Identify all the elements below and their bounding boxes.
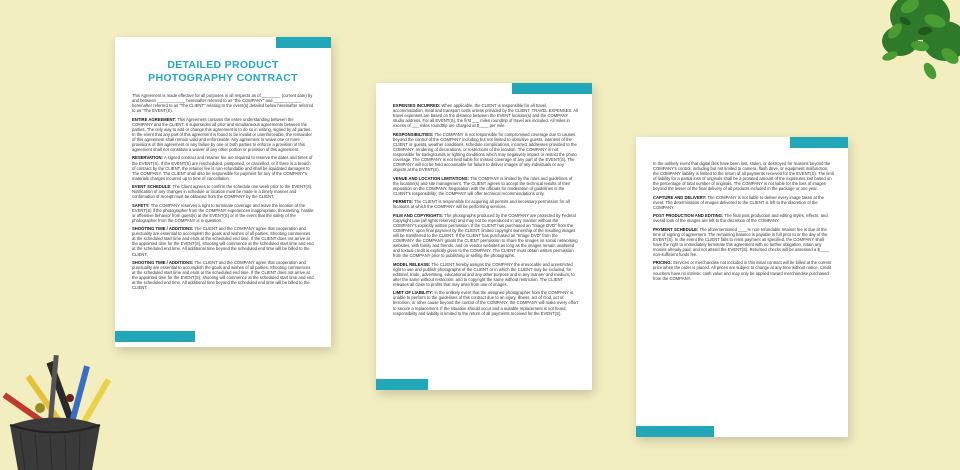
section-body: The Client agrees to confirm the schedule one week prior to the EVENT(S). Notification of any changes in schedule or location must be made in a timely manner and confirmation of receipt must be obtained from the COMPANY by the CLIENT.: [132, 184, 313, 200]
page-3-body: [653, 161, 834, 284]
intro-paragraph: In the unlikely event that digital files have been lost, stolen, or destroyed for reasons beyond the COMPANY's control, including but not limited to camera, flash drive, or equipment malfunction, the COMPANY liability is limited to the return of all payments received for the EVENT(S). The limit of liability for a partial loss of originals shall be a prorated amount of the exposures lost based on the percentage of total number of originals. The COMPANY is not liable for the loss of images beyond the lesser of the final delivery of all products included in the package or one year.: [653, 161, 834, 192]
section-heading: SAFETY:: [132, 202, 150, 208]
intro-paragraph: This Agreement is made effective for all purposes in all respects as of ________ (current date) by and between ____________ hereinafter referred to as "the COMPANY" and ____________ hereinafter referred to as "The CLIENT" relating to the event(s) detailed below hereinafter referred to as "The EVENT(S).: [132, 93, 314, 114]
document-page-2: [376, 83, 592, 390]
section-heading: LIMIT OF LIABILITY:: [393, 290, 434, 296]
section-body: The CLIENT and the COMPANY agree that cooperation and punctuality are essential to accomplish the goals and wishes of all parties. Shooting commences at the scheduled start time and ends at the scheduled end time. If the CLIENT does not arrive at the appointed time for the EVENT(S), shooting will commence at the scheduled start time and end at the scheduled end time. All additional time beyond the scheduled end time will be billed to the CLIENT.: [132, 259, 314, 291]
title-line-1: DETAILED PRODUCT: [167, 59, 279, 71]
section-heading: PAYMENT SCHEDULE:: [653, 226, 699, 232]
section: [132, 117, 314, 153]
accent-bar-bottom: [636, 426, 714, 437]
section-body: The aforementioned ____% non-refundable retainer fee is due at the time of signing of agreement. The remaining balance is payable in full prior to or the day of the EVENT(S). In the event the CLIENT fails to remit payment as specified, the COMPANY shall have the right to immediately terminate this agreement with no further obligation, retain any monies already paid, and not attend the EVENT(S). Returned checks will be assessed a $____ non-sufficient funds fee.: [653, 226, 829, 258]
accent-bar-top: [790, 137, 848, 148]
section-body: A signed contract and retainer fee are required to reserve the dates and times of the EVENT(S). If the EVENT(S) are rescheduled, postponed, or cancelled, or if there is a breach of contract by the CLIENT, the retainer fee is non-refundable and shall be liquidated damages to The COMPANY. The CLIENT shall also be responsible for payment for any of the COMPANY's materials charges incurred up to time of cancellation.: [132, 155, 313, 181]
section-body: The COMPANY is not responsible for compromised coverage due to causes beyond the control of the COMPANY including but not limited to obtrusive guests, lateness of the CLIENT or guests, weather conditions, schedule complications, incorrect addresses provided to the COMPANY, rendering of decorations, or restrictions of the location. The COMPANY is not responsible for backgrounds or lighting conditions which may negatively impact or restrict the photo coverage. The COMPANY is not held liable for missed coverage of any part of the EVENT(S). The COMPANY will not be held accountable for failure to deliver images of any individuals or any objects at the EVENT(S).: [393, 131, 577, 173]
plant-decoration: [850, 0, 960, 96]
section-heading: RESERVATION:: [132, 155, 163, 161]
section: [393, 176, 578, 196]
accent-bar-top: [512, 83, 592, 94]
section-heading: PRICING:: [653, 260, 672, 266]
section: [132, 155, 314, 180]
section-heading: CAPTURE AND DELIVERY:: [653, 194, 707, 200]
section-body: The COMPANY is limited by the rules and guidelines of the location(s) and site management. The CLIENT agrees to accept the technical results of their imposition on the COMPANY. Negotiation with the officials for moderation of guidelines is the CLIENT's responsibility; the COMPANY will offer technical recommendations only.: [393, 175, 573, 196]
section: [132, 260, 314, 291]
section-body: This Agreement contains the entire understanding between the COMPANY and the CLIENT. It supersedes all prior and simultaneous agreements between the parties. The only way to add or change this agreement is to do so in writing, signed by all parties. In the event that any part of this agreement is found to be invalid or unenforceable, the remainder of this agreement shall remain valid and enforceable. Any agreement to waive one or more provisions of this agreement or any failure by one or both parties to enforce a provision of this agreement shall not constitute a waiver of any other portion or provision of this agreement.: [132, 116, 312, 153]
accent-bar-bottom: [376, 379, 428, 390]
pen-cup-decoration: [0, 350, 125, 470]
section-heading: PERMITS:: [393, 199, 414, 205]
section: [393, 103, 578, 128]
section-body: The COMPANY is not liable to deliver every image taken at the event. The determination of images delivered to the CLIENT is left to the discretion of the COMPANY.: [653, 194, 824, 210]
section-heading: ENTIRE AGREEMENT:: [132, 116, 177, 122]
section-heading: EVENT SCHEDULE:: [132, 184, 172, 190]
section: [393, 132, 578, 173]
section-body: When applicable, the CLIENT is responsible for all travel, accommodation, meal and transport costs unless provided by the CLIENT. TRAVEL EXPENSES: All travel expenses are based on the distance between the EVENT location(s) and the COMPANY studio address. For all EVENT(S), the first ___ miles roundtrip of travel are included. All miles in excess of ___ miles roundtrip are charged at $____ per mile.: [393, 103, 578, 129]
title-line-2: PHOTOGRAPHY CONTRACT: [148, 72, 298, 84]
section-heading: VENUE AND LOCATION LIMITATIONS:: [393, 175, 469, 181]
section-body: The CLIENT hereby assigns the COMPANY the irrevocable and unrestricted right to use and publish photographs of the CLIENT or in which the CLIENT may be included, for editorial, trade, advertising, educational and any other purpose and in any manner and medium; to alter the same without restriction; and to copyright the same without restriction. The CLIENT releases all claim to profits that may arise from use of images.: [393, 261, 575, 287]
section-body: The final post production and editing styles, effects, and overall look of the images are left to the discretion of the COMPANY.: [653, 213, 828, 224]
section: [132, 203, 314, 223]
section-heading: MODEL RELEASE:: [393, 261, 431, 267]
section-heading: POST PRODUCTION AND EDITING:: [653, 213, 724, 219]
section-body: The CLIENT and the COMPANY agree that cooperation and punctuality are essential to accomplish the goals and wishes of all parties. Shooting commences at the scheduled start time and ends at the scheduled end time. If the CLIENT does not arrive at the appointed time for the EVENT(S), shooting will commence at the scheduled start time and end at the scheduled end time. All additional time beyond the scheduled end time will be billed to the CLIENT.: [132, 226, 314, 257]
section-body: The COMPANY reserves a right to terminate coverage and leave the location of the EVENT(S) if the photographer from the COMPANY experiences inappropriate, threatening, hostile or offensive behavior from guest(s) at the EVENT(S) or in the event that the safety of the photographer from the COMPANY is in question.: [132, 202, 314, 223]
page-2-body: [393, 103, 578, 319]
page-1-body: [132, 93, 314, 294]
section: [653, 260, 834, 280]
section: [393, 213, 578, 259]
document-title: [125, 59, 321, 85]
section: [393, 199, 578, 209]
section-heading: RESPONSIBILITIES:: [393, 131, 434, 137]
accent-bar-top: [276, 37, 331, 48]
section: [653, 213, 834, 223]
section: [132, 184, 314, 199]
accent-bar-bottom: [115, 331, 195, 342]
document-page-3: [636, 137, 848, 437]
section-body: The CLIENT is responsible for acquiring all permits and necessary permission for all locations at which the COMPANY will be performing services.: [393, 199, 570, 210]
section: [653, 195, 834, 210]
section-heading: FILM AND COPYRIGHTS:: [393, 212, 444, 218]
section-body: Services or merchandise not included in this initial contract will be billed at the current price when the order is placed. All prices are subject to change at any time without notice. Credit vouchers have no intrinsic cash value and may only be applied toward merchandise purchased from the COMPANY.: [653, 260, 832, 281]
section: [132, 226, 314, 257]
document-page-1: [115, 37, 331, 347]
section: [393, 290, 578, 315]
section-body: In the unlikely event that the assigned photographer from the COMPANY is unable to perform to the guidelines of this contract due to an injury, illness, act of God, act of terrorism, or other cause beyond the control of the COMPANY, the COMPANY will make every effort to secure a replacement. If the situation should occur and a suitable replacement is not found, responsibility and liability is limited to the return of all payments received for the EVENT(S).: [393, 290, 578, 316]
section-heading: EXPENSES INCURRED:: [393, 103, 441, 108]
section-heading: SHOOTING TIME / ADDITIONS:: [132, 259, 194, 265]
section-heading: SHOOTING TIME / ADDITIONS:: [132, 226, 194, 232]
section: [653, 227, 834, 258]
section: [393, 262, 578, 287]
section-body: The photographs produced by the COMPANY are protected by Federal Copyright Law (all rights reserved) and may not be reproduced in any manner without the COMPANY's explicitly written permission. If the CLIENT has purchased an "Image DVD" from the COMPANY, upon final payment by the CLIENT, limited copyright ownership of the resulting images will be transferred to the CLIENT. If the CLIENT has purchased an "Image DVD" from the COMPANY, the COMPANY grants the CLIENT permission to share the images on social networking websites, with family and friends, and on vendor websites as long as the images remain unaltered and textual credit is explicitly given to the COMPANY. The CLIENT must obtain written permission from the COMPANY prior to publishing or selling the photographs.: [393, 212, 578, 259]
